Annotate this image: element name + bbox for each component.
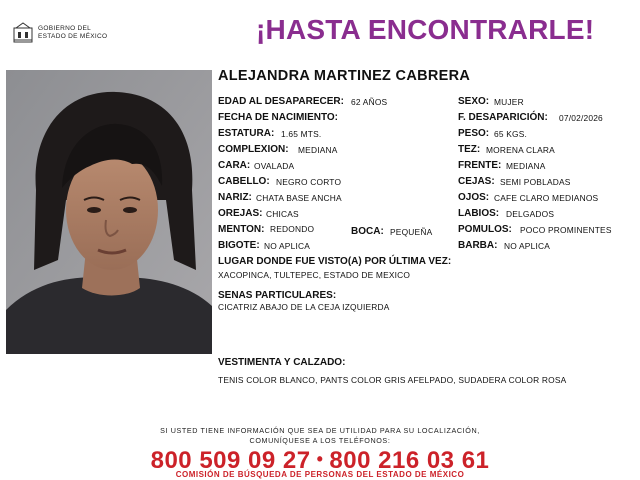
label-ojos: OJOS:	[458, 192, 490, 203]
label-cabello: CABELLO:	[218, 176, 270, 187]
value-ojos: CAFE CLARO MEDIANOS	[494, 193, 599, 203]
value-cabello: NEGRO CORTO	[276, 177, 342, 187]
label-peso: PESO:	[458, 128, 490, 139]
value-nariz: CHATA BASE ANCHA	[256, 193, 342, 203]
state-seal-icon	[12, 22, 34, 44]
label-lugar: LUGAR DONDE FUE VISTO(A) POR ÚLTIMA VEZ:	[218, 256, 452, 267]
phone-separator: •	[316, 449, 324, 469]
label-senas: SENAS PARTICULARES:	[218, 290, 337, 301]
label-cara: CARA:	[218, 160, 251, 171]
label-labios: LABIOS:	[458, 208, 500, 219]
person-name: ALEJANDRA MARTINEZ CABRERA	[218, 68, 471, 84]
value-senas: CICATRIZ ABAJO DE LA CEJA IZQUIERDA	[218, 302, 390, 312]
label-nariz: NARIZ:	[218, 192, 252, 203]
headline: ¡HASTA ENCONTRARLE!	[256, 14, 595, 45]
label-fecha-nacimiento: FECHA DE NACIMIENTO:	[218, 112, 338, 123]
phone-1[interactable]: 800 509 09 27	[150, 447, 311, 474]
value-peso: 65 KGS.	[494, 129, 528, 139]
label-frente: FRENTE:	[458, 160, 502, 171]
label-tez: TEZ:	[458, 144, 481, 155]
commission-name: COMISIÓN DE BÚSQUEDA DE PERSONAS DEL ESTADO DE MÉXICO	[175, 470, 465, 479]
label-vestimenta: VESTIMENTA Y CALZADO:	[218, 357, 346, 368]
value-bigote: NO APLICA	[264, 241, 311, 251]
label-menton: MENTON:	[218, 224, 265, 235]
value-vestimenta: TENIS COLOR BLANCO, PANTS COLOR GRIS AFELPADO, SUDADERA COLOR ROSA	[218, 375, 567, 385]
value-complexion: MEDIANA	[298, 145, 338, 155]
value-pomulos: POCO PROMINENTES	[520, 225, 612, 235]
value-tez: MORENA CLARA	[486, 145, 555, 155]
value-cejas: SEMI POBLADAS	[500, 177, 571, 187]
label-edad: EDAD AL DESAPARECER:	[218, 96, 344, 107]
label-pomulos: POMULOS:	[458, 224, 512, 235]
label-complexion: COMPLEXION:	[218, 144, 289, 155]
value-estatura: 1.65 MTS.	[281, 129, 322, 139]
footer-info-line-2: COMUNÍQUESE A LOS TELÉFONOS:	[249, 436, 391, 445]
value-boca: PEQUEÑA	[390, 227, 433, 237]
label-orejas: OREJAS:	[218, 208, 263, 219]
label-sexo: SEXO:	[458, 96, 490, 107]
value-labios: DELGADOS	[506, 209, 555, 219]
value-sexo: MUJER	[494, 97, 524, 107]
label-estatura: ESTATURA:	[218, 128, 275, 139]
value-orejas: CHICAS	[266, 209, 299, 219]
footer-info-line-1: SI USTED TIENE INFORMACIÓN QUE SEA DE UTILIDAD PARA SU LOCALIZACIÓN,	[160, 426, 480, 435]
value-menton: REDONDO	[270, 224, 315, 234]
label-cejas: CEJAS:	[458, 176, 495, 187]
gov-line-2: ESTADO DE MÉXICO	[38, 33, 108, 40]
label-bigote: BIGOTE:	[218, 240, 260, 251]
gov-line-1: GOBIERNO DEL	[38, 25, 92, 32]
label-boca: BOCA:	[351, 226, 384, 237]
value-cara: OVALADA	[254, 161, 295, 171]
government-logo	[12, 22, 122, 46]
label-f-desaparicion: F. DESAPARICIÓN:	[458, 112, 548, 123]
value-lugar: XACOPINCA, TULTEPEC, ESTADO DE MEXICO	[218, 270, 411, 280]
label-barba: BARBA:	[458, 240, 498, 251]
missing-person-photo	[6, 70, 212, 354]
value-barba: NO APLICA	[504, 241, 551, 251]
value-frente: MEDIANA	[506, 161, 546, 171]
value-edad: 62 AÑOS	[351, 97, 388, 107]
phone-2[interactable]: 800 216 03 61	[329, 447, 490, 474]
value-f-desaparicion: 07/02/2026	[559, 113, 603, 123]
